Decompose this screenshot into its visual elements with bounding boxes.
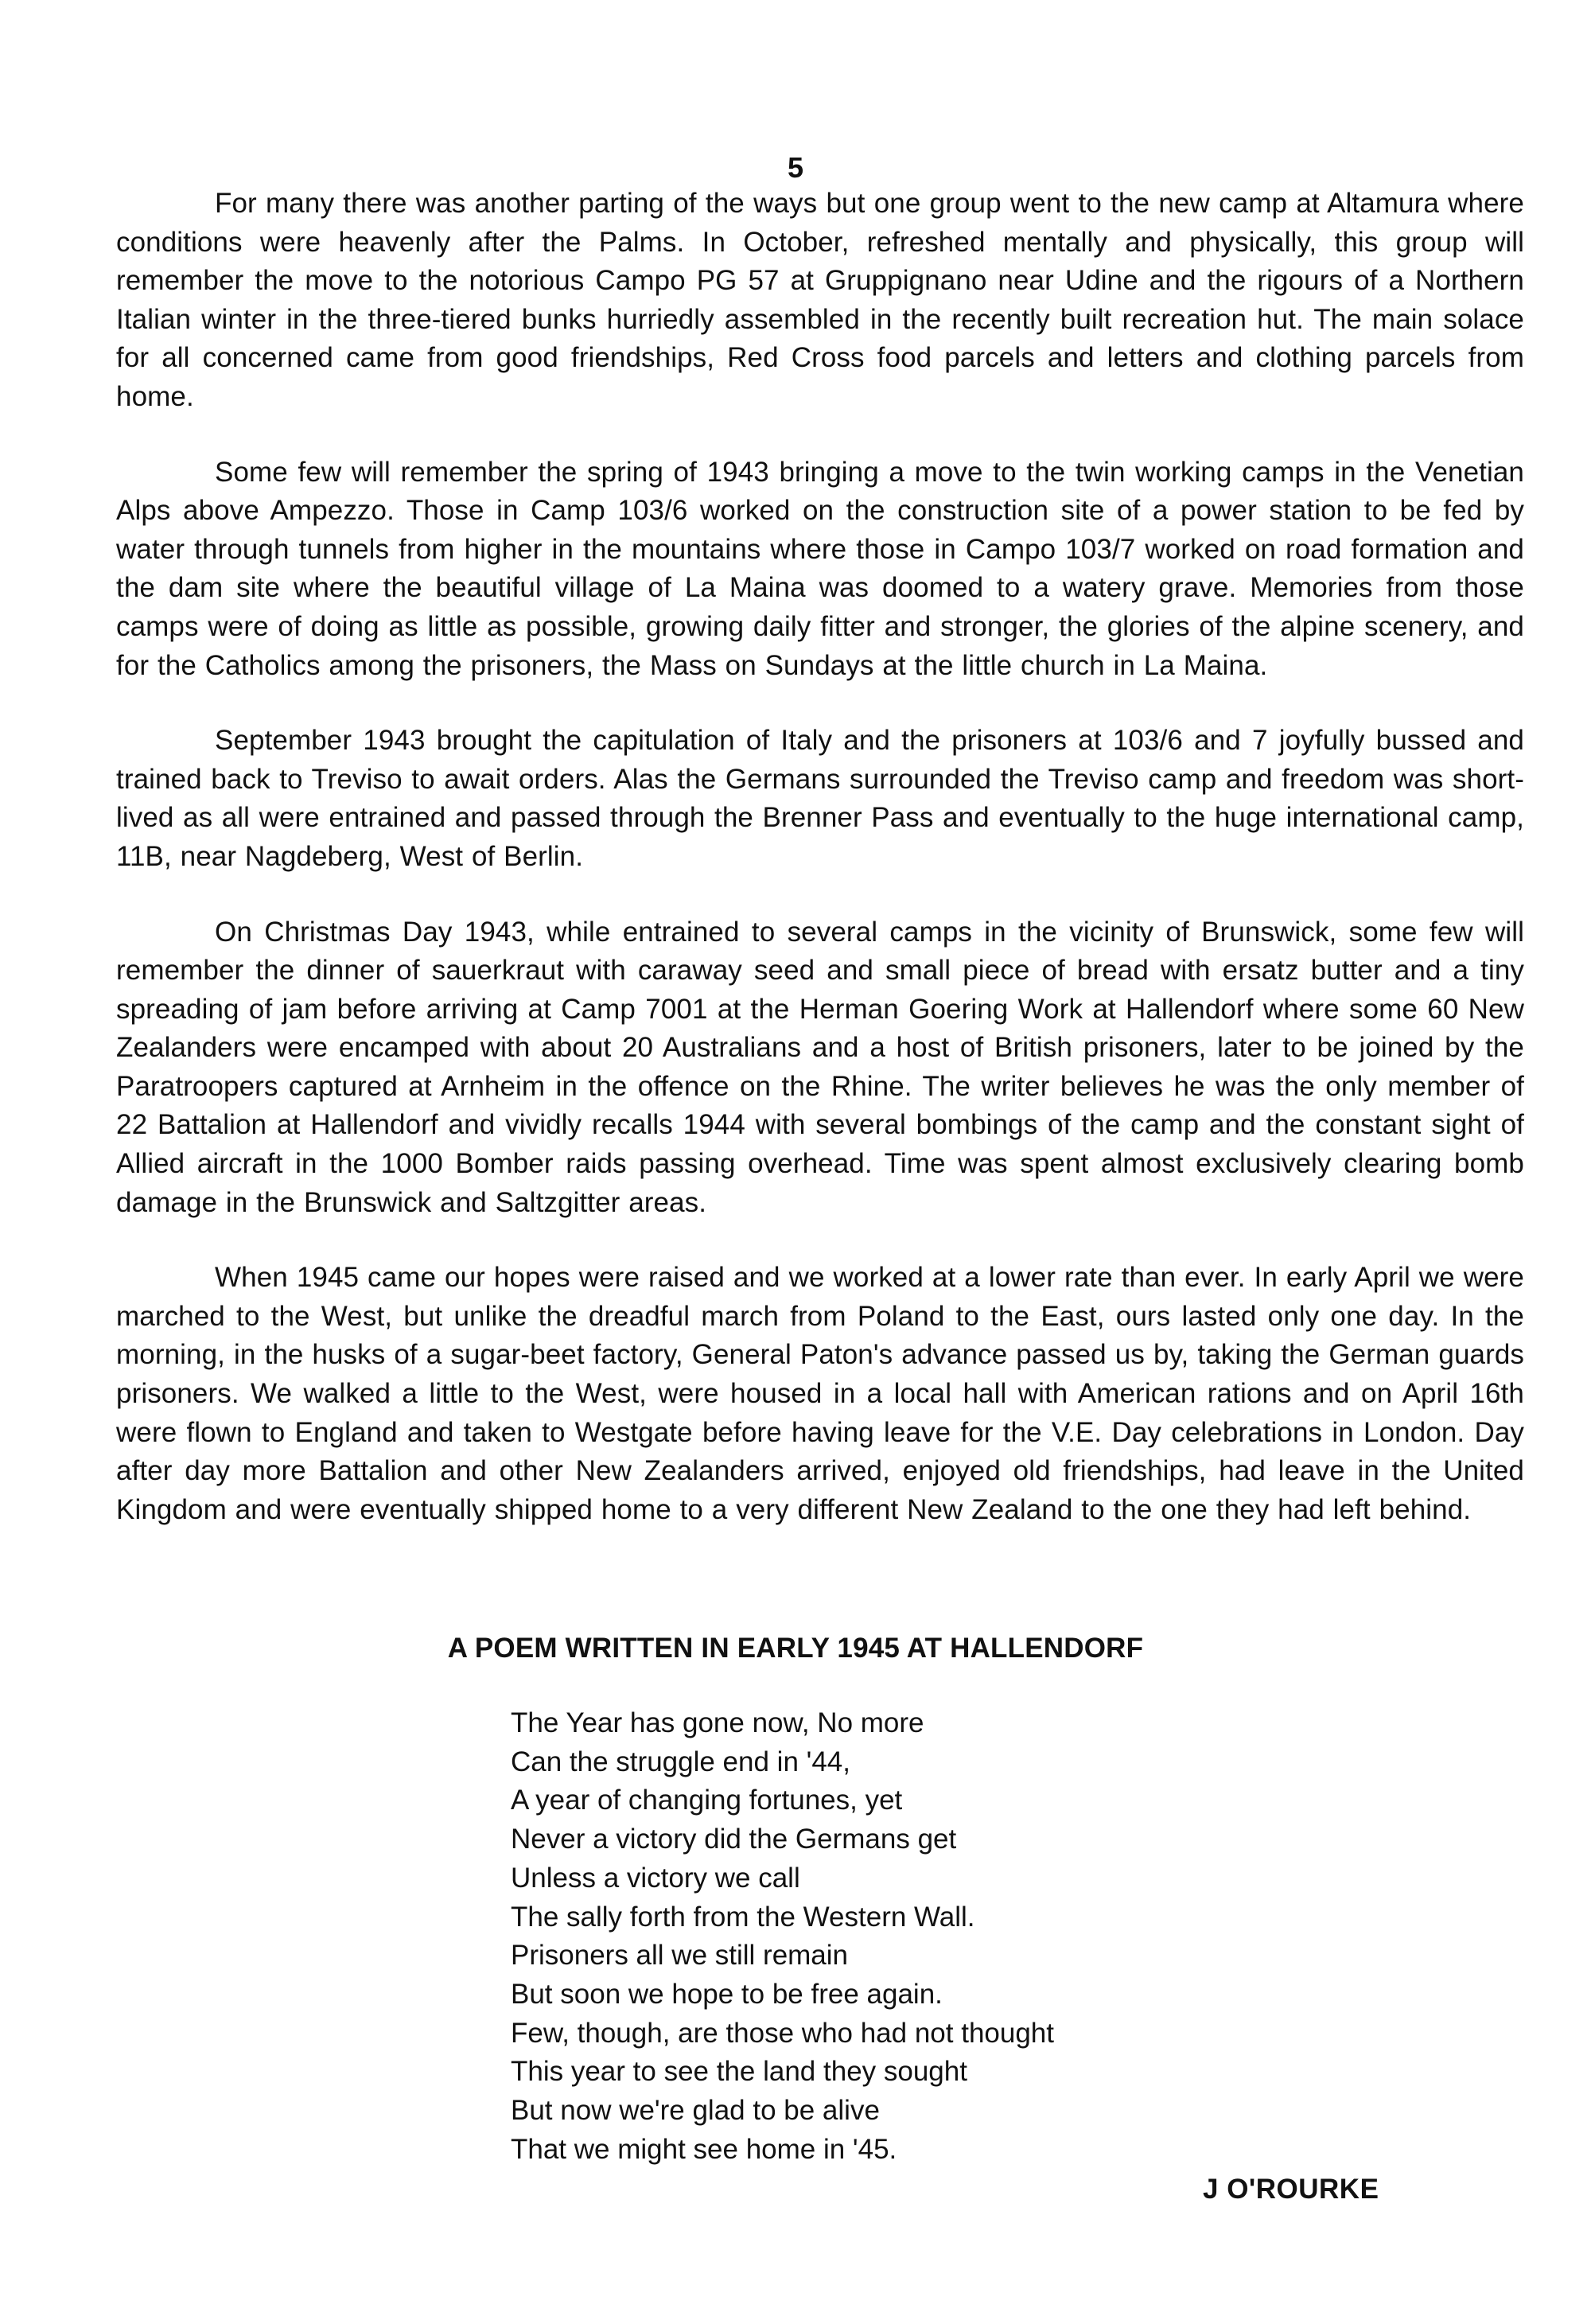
poem-line: Never a victory did the Germans get — [511, 1824, 957, 1855]
poem-line: But soon we hope to be free again. — [511, 1978, 943, 2010]
poem-line: That we might see home in '45. — [511, 2133, 897, 2165]
poem-line: Prisoners all we still remain — [511, 1940, 849, 1972]
poem-line: Few, though, are those who had not thought — [511, 2017, 1054, 2049]
poem-line: This year to see the land they sought — [511, 2056, 967, 2088]
paragraph-altamura: For many there was another parting of the ways but one group went to the new camp at Altamura where conditions were heavenly after the Palms. In October, refreshed mentally and physically, this group will remember the move to the notorious Campo PG 57 at Gruppignano near Udine and the rigours of a Northern Italian winter in the three-tiered bunks hurriedly assembled in the recently built recreation hut. The main solace for all concerned came from good friendships, Red Cross food parcels and letters and clothing parcels from home. — [116, 188, 1524, 412]
poem-line: A year of changing fortunes, yet — [511, 1785, 903, 1816]
poem-author: J O'ROURKE — [1203, 2174, 1379, 2205]
poem-line: The Year has gone now, No more — [511, 1707, 924, 1738]
paragraph-ampezzo: Some few will remember the spring of 1943 bringing a move to the twin working camps in the Venetian Alps above Ampezzo. Those in Camp 103/6 worked on the construction site of a power station to be fed by water through tunnels from higher in the mountains where those in Campo 103/7 worked on road formation and the dam site where the beautiful village of La Maina was doomed to a watery grave. Memories from those camps were of doing as little as possible, growing daily fitter and stronger, the glories of the alpine scenery, and for the Catholics among the prisoners, the Mass on Sundays at the little church in La Maina. — [116, 456, 1524, 681]
poem-line: Can the struggle end in '44, — [511, 1746, 850, 1777]
poem-title: A POEM WRITTEN IN EARLY 1945 AT HALLENDORF — [447, 1633, 1144, 1664]
poem — [511, 1704, 1227, 2169]
poem-line: But now we're glad to be alive — [511, 2095, 880, 2127]
paragraph-1945: When 1945 came our hopes were raised and we worked at a lower rate than ever. In early April we were marched to the West, but unlike the dreadful march from Poland to the East, ours lasted only one day. In the morning, in the husks of a sugar-beet factory, General Paton's advance passed us by, taking the German guards prisoners. We walked a little to the West, were housed in a local hall with American rations and on April 16th were flown to England and taken to Westgate before having leave for the V.E. Day celebrations in London. Day after day more Battalion and other New Zealanders arrived, enjoyed old friendships, had leave in the United Kingdom and were eventually shipped home to a very different New Zealand to the one they had left behind. — [116, 1262, 1524, 1525]
body-text — [116, 185, 1524, 1529]
paragraph-hallendorf: On Christmas Day 1943, while entrained to several camps in the vicinity of Brunswick, some few will remember the dinner of sauerkraut with caraway seed and small piece of bread with ersatz butter and a tiny spreading of jam before arriving at Camp 7001 at the Herman Goering Work at Hallendorf where some 60 New Zealanders were encamped with about 20 Australians and a host of British prisoners, later to be joined by the Paratroopers captured at Arnheim in the offence on the Rhine. The writer believes he was the only member of 22 Battalion at Hallendorf and vividly recalls 1944 with several bombings of the camp and the constant sight of Allied aircraft in the 1000 Bomber raids passing overhead. Time was spent almost exclusively clearing bomb damage in the Brunswick and Saltzgitter areas. — [116, 916, 1524, 1218]
poem-line: The sally forth from the Western Wall. — [511, 1901, 975, 1933]
poem-line: Unless a victory we call — [511, 1862, 800, 1894]
page-number: 5 — [788, 151, 804, 184]
paragraph-treviso: September 1943 brought the capitulation of Italy and the prisoners at 103/6 and 7 joyfully bussed and trained back to Treviso to await orders. Alas the Germans surrounded the Treviso camp and freedom was short-lived as all were entrained and passed through the Brenner Pass and eventually to the huge international camp, 11B, near Nagdeberg, West of Berlin. — [116, 725, 1524, 872]
